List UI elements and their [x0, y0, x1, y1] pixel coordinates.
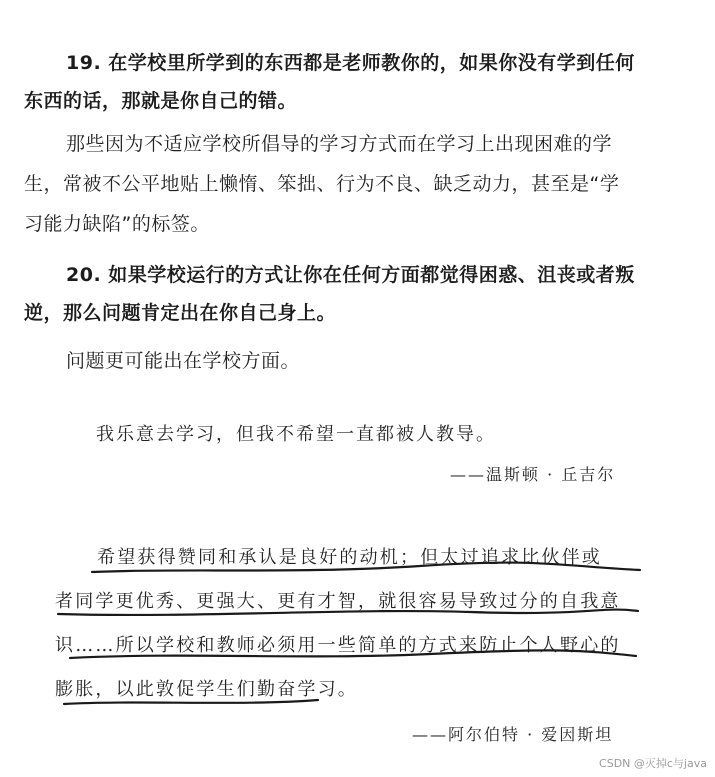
item-19-body-line-3: 习能力缺陷”的标签。: [24, 213, 210, 235]
item-19-line-1: 19. 在学校里所学到的东西都是老师教你的，如果你没有学到任何: [66, 52, 635, 74]
item-19-body: [24, 124, 684, 244]
einstein-quote-line-2: 者同学更优秀、更强大、更有才智，就很容易导致过分的自我意: [55, 591, 621, 612]
item-20-body-line-1: 问题更可能出在学校方面。: [66, 350, 301, 372]
churchill-attribution: ——温斯顿 · 丘吉尔: [450, 465, 616, 484]
einstein-quote-line-1: 希望获得赞同和承认是良好的动机；但太过追求比伙伴或: [97, 547, 602, 568]
item-20-heading: [24, 256, 684, 332]
csdn-watermark: CSDN @灭掉c与java: [599, 757, 707, 770]
item-19-heading: [24, 44, 684, 120]
einstein-attribution: ——阿尔伯特 · 爱因斯坦: [412, 725, 614, 744]
einstein-quote: [55, 536, 655, 712]
churchill-quote: 我乐意去学习，但我不希望一直都被人教导。: [96, 424, 496, 445]
item-19-body-line-2: 生，常被不公平地贴上懒惰、笨拙、行为不良、缺乏动力，甚至是“学: [24, 173, 620, 195]
einstein-quote-line-3: 识……所以学校和教师必须用一些简单的方式来防止个人野心的: [55, 635, 621, 656]
item-20-line-2: 逆，那么问题肯定出在你自己身上。: [24, 302, 337, 324]
item-20-body: [24, 341, 684, 381]
einstein-quote-line-4: 膨胀，以此敦促学生们勤奋学习。: [55, 679, 358, 700]
item-19-body-line-1: 那些因为不适应学校所倡导的学习方式而在学习上出现困难的学: [66, 133, 613, 155]
item-19-line-2: 东西的话，那就是你自己的错。: [24, 90, 298, 112]
item-20-line-1: 20. 如果学校运行的方式让你在任何方面都觉得困惑、沮丧或者叛: [66, 264, 635, 286]
